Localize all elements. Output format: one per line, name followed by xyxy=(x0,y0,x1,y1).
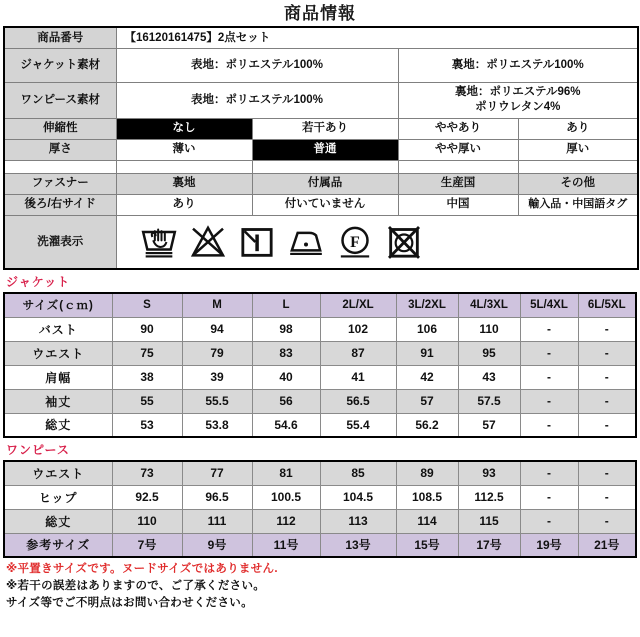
jacket-cell-1-0: 75 xyxy=(112,341,182,365)
dress-material-lining-line2: ポリウレタン4% xyxy=(475,101,561,113)
jacket-header-3: L xyxy=(252,293,320,317)
dress-reference-label: 参考サイズ xyxy=(4,533,112,557)
no-bleach-icon xyxy=(188,222,228,262)
jacket-cell-0-3: 102 xyxy=(320,317,396,341)
stretch-option-slight[interactable]: 若干あり xyxy=(252,118,398,139)
zipper-value: 後ろ/右サイド xyxy=(4,194,116,215)
jacket-cell-1-7: - xyxy=(578,341,636,365)
jacket-cell-3-0: 55 xyxy=(112,389,182,413)
dress-cell-0-4: 89 xyxy=(396,461,458,485)
table-row xyxy=(4,341,636,365)
note-contact: サイズ等でご不明点はお問い合わせください。 xyxy=(6,597,253,609)
care-symbols-cell xyxy=(116,215,638,269)
dress-cell-0-6: - xyxy=(520,461,578,485)
spacer-cell-2 xyxy=(116,160,252,173)
dress-reference-cell-2: 11号 xyxy=(252,533,320,557)
jacket-cell-0-5: 110 xyxy=(458,317,520,341)
jacket-header-0: サイズ(ｃｍ) xyxy=(4,293,112,317)
dress-cell-2-1: 111 xyxy=(182,509,252,533)
jacket-cell-3-5: 57.5 xyxy=(458,389,520,413)
dress-cell-2-5: 115 xyxy=(458,509,520,533)
accessory-value: 付いていません xyxy=(252,194,398,215)
dress-material-lining-line1: 裏地：ポリエステル96% xyxy=(455,86,581,99)
jacket-cell-4-1: 53.8 xyxy=(182,413,252,437)
page-title: 商品情報 xyxy=(284,4,356,23)
jacket-cell-4-0: 53 xyxy=(112,413,182,437)
table-row xyxy=(4,413,636,437)
jacket-cell-2-6: - xyxy=(520,365,578,389)
dress-reference-cell-4: 15号 xyxy=(396,533,458,557)
jacket-row-label-2: 肩幅 xyxy=(4,365,112,389)
dryclean-f-icon xyxy=(335,222,375,262)
row-spacer xyxy=(4,160,638,173)
table-row xyxy=(4,485,636,509)
thickness-option-somewhat-thick[interactable]: やや厚い xyxy=(398,139,518,160)
spacer-cell-4 xyxy=(398,160,518,173)
dress-cell-2-7: - xyxy=(578,509,636,533)
jacket-cell-4-6: - xyxy=(520,413,578,437)
dress-section-label: ワンピース xyxy=(6,443,70,457)
jacket-header-7: 5L/4XL xyxy=(520,293,578,317)
jacket-cell-2-2: 40 xyxy=(252,365,320,389)
thickness-option-thin[interactable]: 薄い xyxy=(116,139,252,160)
dress-reference-size-row xyxy=(4,533,636,557)
jacket-cell-4-3: 55.4 xyxy=(320,413,396,437)
dress-cell-1-5: 112.5 xyxy=(458,485,520,509)
jacket-cell-3-7: - xyxy=(578,389,636,413)
thickness-label: 厚さ xyxy=(4,139,116,160)
dress-cell-0-3: 85 xyxy=(320,461,396,485)
dress-cell-1-2: 100.5 xyxy=(252,485,320,509)
jacket-row-label-0: バスト xyxy=(4,317,112,341)
country-value: 中国 xyxy=(398,194,518,215)
jacket-cell-1-5: 95 xyxy=(458,341,520,365)
dress-cell-1-3: 104.5 xyxy=(320,485,396,509)
jacket-header-row xyxy=(4,293,636,317)
jacket-cell-3-2: 56 xyxy=(252,389,320,413)
zipper-label: ファスナー xyxy=(4,173,116,194)
dress-cell-2-6: - xyxy=(520,509,578,533)
product-info-table xyxy=(3,26,639,270)
jacket-header-8: 6L/5XL xyxy=(578,293,636,317)
jacket-header-1: S xyxy=(112,293,182,317)
jacket-cell-0-6: - xyxy=(520,317,578,341)
jacket-cell-4-7: - xyxy=(578,413,636,437)
notes-block xyxy=(6,561,640,612)
jacket-cell-2-7: - xyxy=(578,365,636,389)
table-row xyxy=(4,389,636,413)
dress-size-table xyxy=(3,460,637,558)
jacket-cell-2-3: 41 xyxy=(320,365,396,389)
jacket-cell-0-2: 98 xyxy=(252,317,320,341)
no-tumble-dry-icon xyxy=(384,222,424,262)
jacket-row-label-1: ウエスト xyxy=(4,341,112,365)
care-label: 洗濯表示 xyxy=(4,215,116,269)
jacket-size-table xyxy=(3,292,637,438)
dress-cell-0-5: 93 xyxy=(458,461,520,485)
thickness-option-normal[interactable]: 普通 xyxy=(252,139,398,160)
jacket-material-label: ジャケット素材 xyxy=(4,48,116,82)
lining-label: 裏地 xyxy=(116,173,252,194)
dress-reference-cell-7: 21号 xyxy=(578,533,636,557)
dress-cell-2-0: 110 xyxy=(112,509,182,533)
product-number-value: 【16120161475】2点セット xyxy=(116,27,638,48)
stretch-label: 伸縮性 xyxy=(4,118,116,139)
jacket-row-label-4: 総丈 xyxy=(4,413,112,437)
jacket-cell-3-4: 57 xyxy=(396,389,458,413)
spacer-cell-1 xyxy=(4,160,116,173)
product-number-label: 商品番号 xyxy=(4,27,116,48)
jacket-header-2: M xyxy=(182,293,252,317)
stretch-option-none[interactable]: なし xyxy=(116,118,252,139)
row-jacket-material xyxy=(4,48,638,82)
dress-cell-0-2: 81 xyxy=(252,461,320,485)
dress-cell-2-3: 113 xyxy=(320,509,396,533)
jacket-cell-3-3: 56.5 xyxy=(320,389,396,413)
stretch-option-yes[interactable]: あり xyxy=(518,118,638,139)
jacket-cell-0-1: 94 xyxy=(182,317,252,341)
dry-flat-in-shade-icon xyxy=(237,222,277,262)
table-row xyxy=(4,365,636,389)
jacket-row-label-3: 袖丈 xyxy=(4,389,112,413)
jacket-cell-3-6: - xyxy=(520,389,578,413)
row-product-number xyxy=(4,27,638,48)
lining-value: あり xyxy=(116,194,252,215)
dress-reference-cell-5: 17号 xyxy=(458,533,520,557)
dress-row-label-1: ヒップ xyxy=(4,485,112,509)
jacket-cell-1-3: 87 xyxy=(320,341,396,365)
jacket-header-6: 4L/3XL xyxy=(458,293,520,317)
jacket-cell-0-4: 106 xyxy=(396,317,458,341)
table-row xyxy=(4,317,636,341)
row-spec-values xyxy=(4,194,638,215)
jacket-cell-0-7: - xyxy=(578,317,636,341)
dress-cell-1-0: 92.5 xyxy=(112,485,182,509)
hand-wash-icon xyxy=(139,222,179,262)
dress-cell-0-0: 73 xyxy=(112,461,182,485)
jacket-cell-3-1: 55.5 xyxy=(182,389,252,413)
jacket-cell-1-6: - xyxy=(520,341,578,365)
jacket-cell-0-0: 90 xyxy=(112,317,182,341)
dress-material-outer: 表地：ポリエステル100% xyxy=(116,82,398,118)
dress-reference-cell-1: 9号 xyxy=(182,533,252,557)
iron-low-icon xyxy=(286,222,326,262)
jacket-cell-2-5: 43 xyxy=(458,365,520,389)
note-tolerance: ※若干の誤差はありますので、ご了承ください。 xyxy=(6,580,266,592)
dress-material-lining xyxy=(398,82,638,118)
accessory-label: 付属品 xyxy=(252,173,398,194)
dress-cell-1-7: - xyxy=(578,485,636,509)
dress-cell-0-1: 77 xyxy=(182,461,252,485)
stretch-option-somewhat[interactable]: ややあり xyxy=(398,118,518,139)
jacket-cell-1-1: 79 xyxy=(182,341,252,365)
jacket-cell-4-4: 56.2 xyxy=(396,413,458,437)
dress-cell-1-6: - xyxy=(520,485,578,509)
jacket-material-outer: 表地：ポリエステル100% xyxy=(116,48,398,82)
dress-reference-cell-0: 7号 xyxy=(112,533,182,557)
country-label: 生産国 xyxy=(398,173,518,194)
jacket-header-5: 3L/2XL xyxy=(396,293,458,317)
jacket-cell-4-2: 54.6 xyxy=(252,413,320,437)
thickness-option-thick[interactable]: 厚い xyxy=(518,139,638,160)
row-stretch xyxy=(4,118,638,139)
jacket-cell-1-4: 91 xyxy=(396,341,458,365)
jacket-cell-2-4: 42 xyxy=(396,365,458,389)
jacket-cell-1-2: 83 xyxy=(252,341,320,365)
dress-row-label-0: ウエスト xyxy=(4,461,112,485)
other-label: その他 xyxy=(518,173,638,194)
dress-row-label-2: 総丈 xyxy=(4,509,112,533)
dress-material-label: ワンピース素材 xyxy=(4,82,116,118)
dress-cell-1-4: 108.5 xyxy=(396,485,458,509)
svg-text:F: F xyxy=(349,233,360,251)
row-thickness xyxy=(4,139,638,160)
dress-cell-1-1: 96.5 xyxy=(182,485,252,509)
jacket-section-label: ジャケット xyxy=(6,275,71,289)
jacket-material-lining: 裏地：ポリエステル100% xyxy=(398,48,638,82)
row-dress-material xyxy=(4,82,638,118)
dress-cell-0-7: - xyxy=(578,461,636,485)
spacer-cell-5 xyxy=(518,160,638,173)
dress-cell-2-2: 112 xyxy=(252,509,320,533)
jacket-header-4: 2L/XL xyxy=(320,293,396,317)
dress-reference-cell-3: 13号 xyxy=(320,533,396,557)
row-spec-headers xyxy=(4,173,638,194)
note-flat-size: ※平置きサイズです。ヌードサイズではありません. xyxy=(6,563,278,575)
jacket-cell-4-5: 57 xyxy=(458,413,520,437)
dress-cell-2-4: 114 xyxy=(396,509,458,533)
dress-reference-cell-6: 19号 xyxy=(520,533,578,557)
other-value: 輸入品・中国語タグ xyxy=(518,194,638,215)
spacer-cell-3 xyxy=(252,160,398,173)
jacket-cell-2-0: 38 xyxy=(112,365,182,389)
jacket-cell-2-1: 39 xyxy=(182,365,252,389)
table-row xyxy=(4,509,636,533)
table-row xyxy=(4,461,636,485)
row-care xyxy=(4,215,638,269)
